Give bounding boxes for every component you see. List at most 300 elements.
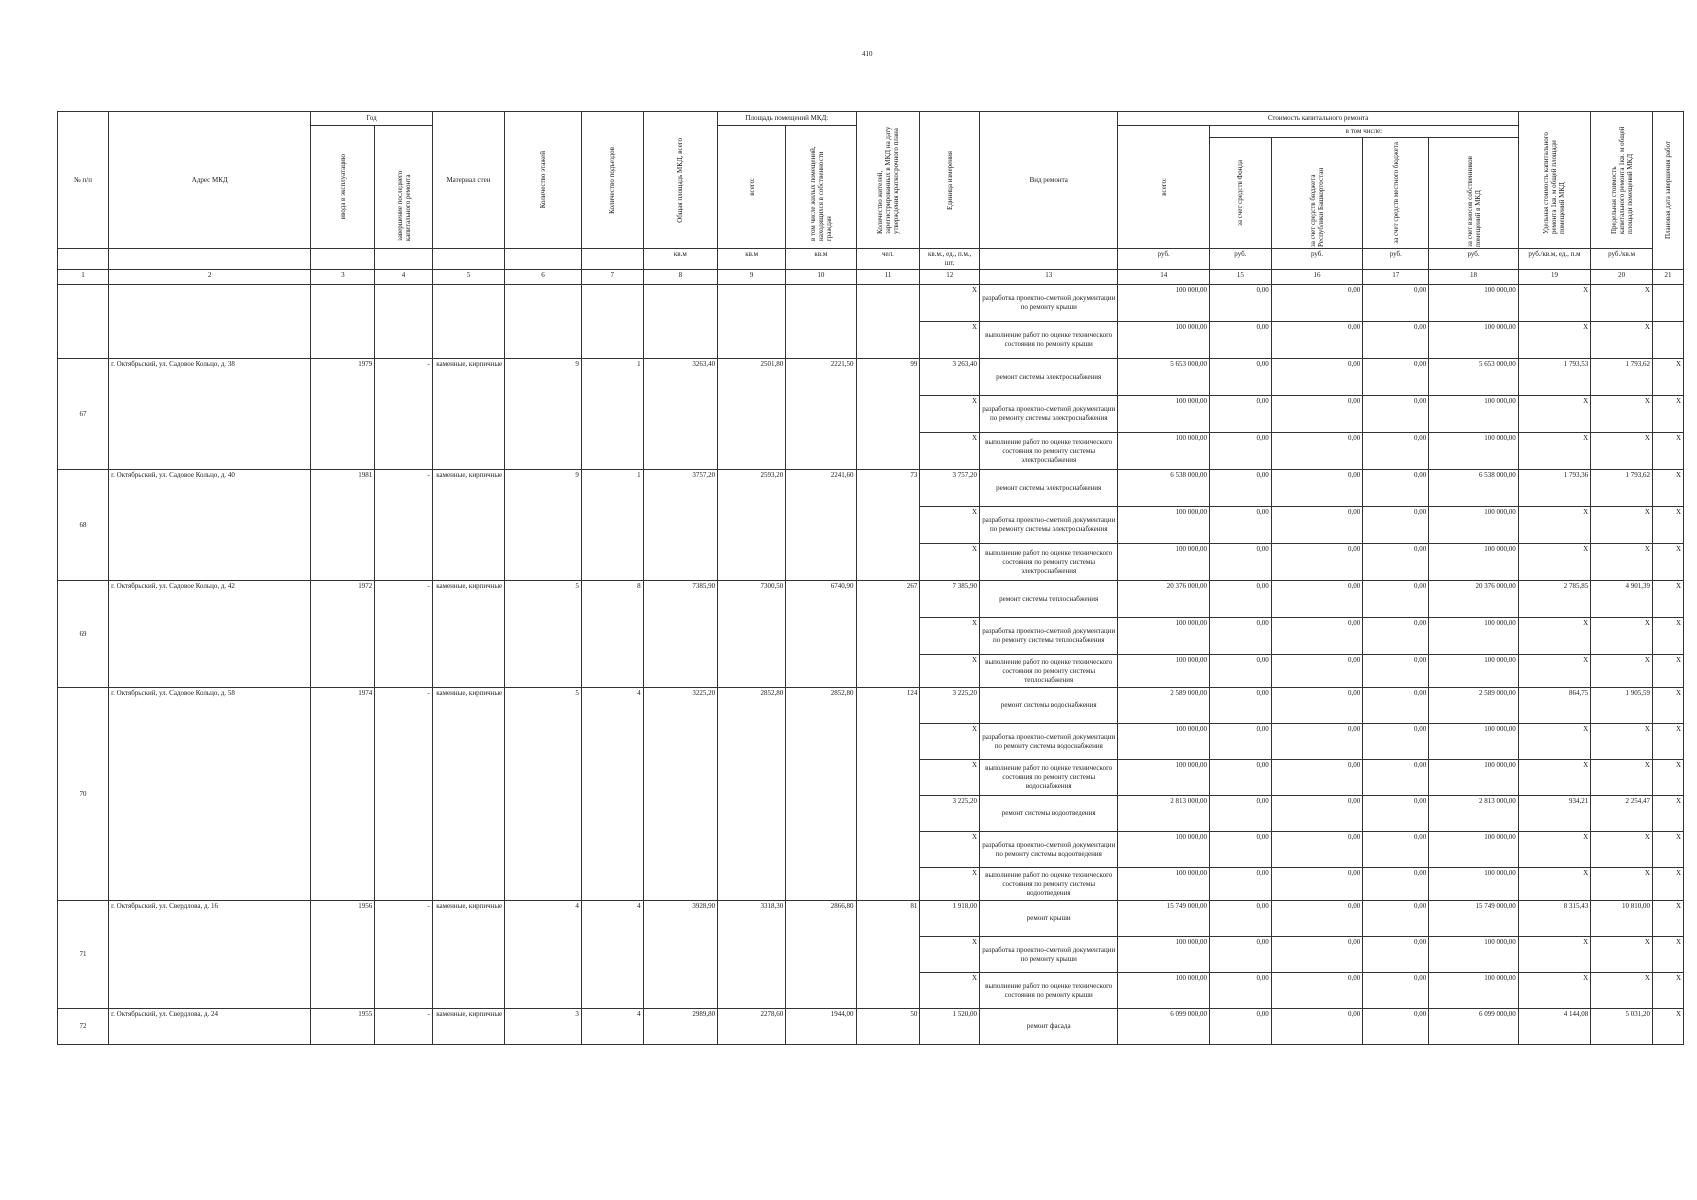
table-row [58,581,1684,618]
row-unit-cost: X [1518,832,1590,868]
row-cost-local: 0,00 [1363,285,1429,322]
row-cost-local: 0,00 [1363,973,1429,1009]
unit-rub-local: руб. [1363,249,1429,270]
row-cost-owners: 15 749 000,00 [1429,901,1519,937]
column-number: 20 [1591,270,1653,285]
row-cost-fund: 0,00 [1209,507,1271,544]
row-plan-date: X [1652,581,1683,618]
row-cost-local: 0,00 [1363,507,1429,544]
row-cost-owners: 20 376 000,00 [1429,581,1519,618]
row-material: каменные, кирпичные [432,1009,504,1045]
row-cost-owners: 100 000,00 [1429,507,1519,544]
row-cost-total: 100 000,00 [1118,655,1210,688]
row-repair-type: разработка проектно-сметной документации по ремонту системы водоснабжения [980,724,1118,760]
row-premises-area: 3318,30 [718,901,786,1009]
row-max-cost: X [1591,618,1653,655]
unit-people: чел. [856,249,920,270]
row-last-repair: - [375,1009,433,1045]
row-material: каменные, кирпичные [432,470,504,581]
row-cost-republic: 0,00 [1271,901,1363,937]
row-repair-type: ремонт крыши [980,901,1118,937]
repair-plan-table [57,111,1684,1045]
row-cost-total: 100 000,00 [1118,544,1210,581]
table-row [58,688,1684,724]
row-plan-date: X [1652,544,1683,581]
row-max-cost: 4 901,39 [1591,581,1653,618]
column-number: 14 [1118,270,1210,285]
row-max-cost: 10 810,00 [1591,901,1653,937]
column-number: 13 [980,270,1118,285]
row-unit: 3 263,40 [920,359,980,396]
row-unit-cost: X [1518,322,1590,359]
row-address: г. Октябрьский, ул. Садовое Кольцо, д. 40 [109,470,311,581]
row-repair-type: разработка проектно-сметной документации по ремонту крыши [980,285,1118,322]
row-num: 69 [58,581,109,688]
row-entrances: 4 [581,1009,643,1045]
row-cost-fund: 0,00 [1209,760,1271,796]
row-cost-fund: 0,00 [1209,901,1271,937]
row-num: 70 [58,688,109,901]
row-max-cost: X [1591,724,1653,760]
row-address: г. Октябрьский, ул. Садовое Кольцо, д. 58 [109,688,311,901]
row-cost-owners: 5 653 000,00 [1429,359,1519,396]
row-cost-fund: 0,00 [1209,973,1271,1009]
header-year-last-repair: завершение последнего капитального ремонта [375,126,433,249]
row-cost-republic: 0,00 [1271,973,1363,1009]
header-max-cost: Предельная стоимость капитального ремонта 1кв. м общей площади помещений МКД [1591,112,1653,249]
column-number: 4 [375,270,433,285]
row-unit: 3 757,20 [920,470,980,507]
row-plan-date: X [1652,359,1683,396]
header-unit: Единица измерения [920,112,980,249]
row-cost-fund: 0,00 [1209,796,1271,832]
row-unit-cost: 934,21 [1518,796,1590,832]
row-cost-fund: 0,00 [1209,868,1271,901]
row-repair-type: выполнение работ по оценке технического состояния по ремонту крыши [980,973,1118,1009]
row-unit: X [920,973,980,1009]
row-cost-local: 0,00 [1363,433,1429,470]
row-plan-date [1652,322,1683,359]
row-cost-republic: 0,00 [1271,322,1363,359]
row-unit-cost: 1 793,53 [1518,359,1590,396]
header-address: Адрес МКД [109,112,311,249]
header-entrances: Количество подъездов [581,112,643,249]
row-repair-type: разработка проектно-сметной документации по ремонту системы водоотведения [980,832,1118,868]
row-plan-date: X [1652,937,1683,973]
row-max-cost: X [1591,973,1653,1009]
row-cost-owners: 100 000,00 [1429,937,1519,973]
header-repair-type: Вид ремонта [980,112,1118,249]
row-premises-area: 2501,80 [718,359,786,470]
row-num: 72 [58,1009,109,1045]
row-max-cost: X [1591,285,1653,322]
header-year-group: Год [311,112,432,126]
row-cost-republic: 0,00 [1271,470,1363,507]
row-cost-local: 0,00 [1363,1009,1429,1045]
row-unit: X [920,868,980,901]
row-plan-date: X [1652,433,1683,470]
row-cost-republic: 0,00 [1271,507,1363,544]
row-max-cost: 1 793,62 [1591,359,1653,396]
row-cost-total: 100 000,00 [1118,724,1210,760]
column-number: 17 [1363,270,1429,285]
row-year: 1974 [311,688,375,901]
row-address: г. Октябрьский, ул. Садовое Кольцо, д. 38 [109,359,311,470]
row-premises-area: 2593,20 [718,470,786,581]
row-cost-owners: 100 000,00 [1429,433,1519,470]
row-cost-local: 0,00 [1363,581,1429,618]
row-cost-local: 0,00 [1363,470,1429,507]
column-number: 8 [643,270,718,285]
row-cost-total: 20 376 000,00 [1118,581,1210,618]
row-plan-date: X [1652,760,1683,796]
row-repair-type: выполнение работ по оценке технического состояния по ремонту системы теплоснабжения [980,655,1118,688]
row-cost-republic: 0,00 [1271,1009,1363,1045]
row-plan-date: X [1652,832,1683,868]
row-cost-local: 0,00 [1363,832,1429,868]
header-cost-local: за счет средств местного бюджета [1363,138,1429,249]
row-cost-republic: 0,00 [1271,359,1363,396]
row-plan-date: X [1652,655,1683,688]
row-material: каменные, кирпичные [432,901,504,1009]
header-residents: Количество жителей, зарегистрированных в МКД на дату утверждения краткосрочного плана [856,112,920,249]
row-cost-owners: 100 000,00 [1429,973,1519,1009]
column-number: 21 [1652,270,1683,285]
row-repair-type: выполнение работ по оценке технического состояния по ремонту системы электроснабжения [980,544,1118,581]
row-unit: 1 520,00 [920,1009,980,1045]
row-unit-cost: X [1518,655,1590,688]
row-cost-fund: 0,00 [1209,470,1271,507]
header-cost-fund: за счет средств Фонда [1209,138,1271,249]
row-unit: X [920,724,980,760]
row-repair-type: разработка проектно-сметной документации по ремонту системы электроснабжения [980,507,1118,544]
row-cost-total: 100 000,00 [1118,322,1210,359]
row-cost-fund: 0,00 [1209,618,1271,655]
row-cost-total: 100 000,00 [1118,285,1210,322]
row-living-area: 2866,80 [786,901,856,1009]
column-numbers-row [58,270,1684,285]
row-max-cost: 1 793,62 [1591,470,1653,507]
row-cost-fund: 0,00 [1209,688,1271,724]
row-max-cost: X [1591,544,1653,581]
row-entrances: 1 [581,470,643,581]
table-body [58,285,1684,1045]
row-cost-local: 0,00 [1363,618,1429,655]
row-cost-republic: 0,00 [1271,618,1363,655]
row-cost-owners: 100 000,00 [1429,760,1519,796]
row-plan-date: X [1652,470,1683,507]
row-plan-date: X [1652,618,1683,655]
row-living-area: 6740,90 [786,581,856,688]
row-living-area: 2852,80 [786,688,856,901]
row-cost-owners: 6 538 000,00 [1429,470,1519,507]
row-unit: X [920,544,980,581]
row-residents: 267 [856,581,920,688]
table-row [58,359,1684,396]
row-cost-fund: 0,00 [1209,396,1271,433]
header-premises-area-included: в том числе жилых помещений, находящихся в собственности граждан [786,126,856,249]
row-material: каменные, кирпичные [432,359,504,470]
row-last-repair: - [375,581,433,688]
row-plan-date: X [1652,507,1683,544]
row-cost-republic: 0,00 [1271,655,1363,688]
row-cost-total: 100 000,00 [1118,618,1210,655]
row-cost-local: 0,00 [1363,901,1429,937]
unit-rub-per-sqm: руб./кв.м [1591,249,1653,270]
row-cost-local: 0,00 [1363,396,1429,433]
row-cost-owners: 100 000,00 [1429,832,1519,868]
row-entrances: 8 [581,581,643,688]
header-year-commission: ввода в эксплуатацию [311,126,375,249]
unit-rub-fund: руб. [1209,249,1271,270]
header-cost-group: Стоимость капитального ремонта [1118,112,1518,126]
row-residents: 73 [856,470,920,581]
column-number: 1 [58,270,109,285]
row-cost-owners: 100 000,00 [1429,396,1519,433]
row-total-area: 2989,80 [643,1009,718,1045]
row-max-cost: X [1591,655,1653,688]
row-last-repair: - [375,359,433,470]
row-cost-republic: 0,00 [1271,796,1363,832]
row-residents: 50 [856,1009,920,1045]
row-entrances: 4 [581,688,643,901]
row-living-area: 1944,00 [786,1009,856,1045]
row-floors: 4 [505,901,582,1009]
row-cost-owners: 2 589 000,00 [1429,688,1519,724]
row-cost-republic: 0,00 [1271,868,1363,901]
row-cost-republic: 0,00 [1271,724,1363,760]
row-unit: X [920,832,980,868]
row-repair-type: выполнение работ по оценке технического состояния по ремонту системы водоотведения [980,868,1118,901]
row-unit: X [920,396,980,433]
row-cost-total: 100 000,00 [1118,937,1210,973]
row-unit: X [920,937,980,973]
row-cost-fund: 0,00 [1209,322,1271,359]
row-premises-area: 2852,80 [718,688,786,901]
unit-rub-total: руб. [1118,249,1210,270]
row-cost-local: 0,00 [1363,688,1429,724]
header-incl: в том числе: [1209,126,1518,138]
header-total-area: Общая площадь МКД, всего [643,112,718,249]
header-premises-area-group: Площадь помещений МКД: [718,112,856,126]
header-plan-date: Плановая дата завершения работ [1652,112,1683,270]
header-cost-republic: за счет средств бюджета Республики Башкортостан [1271,138,1363,249]
row-cost-local: 0,00 [1363,760,1429,796]
row-cost-total: 2 813 000,00 [1118,796,1210,832]
row-premises-area: 2278,60 [718,1009,786,1045]
row-repair-type: ремонт системы электроснабжения [980,359,1118,396]
row-material: каменные, кирпичные [432,688,504,901]
row-plan-date: X [1652,724,1683,760]
row-unit: X [920,433,980,470]
row-cost-local: 0,00 [1363,868,1429,901]
unit-rub-owners: руб. [1429,249,1519,270]
row-material: каменные, кирпичные [432,581,504,688]
table-row [58,1009,1684,1045]
column-number: 12 [920,270,980,285]
row-unit-cost: X [1518,724,1590,760]
row-repair-type: разработка проектно-сметной документации по ремонту крыши [980,937,1118,973]
row-cost-owners: 100 000,00 [1429,322,1519,359]
row-max-cost: 2 254,47 [1591,796,1653,832]
unit-area-total: кв.м [643,249,718,270]
row-cost-fund: 0,00 [1209,937,1271,973]
row-cost-total: 2 589 000,00 [1118,688,1210,724]
header-premises-area-total: всего: [718,126,786,249]
row-unit-cost: X [1518,544,1590,581]
header-wall-material: Материал стен [432,112,504,249]
row-unit-cost: 864,75 [1518,688,1590,724]
row-living-area: 2221,50 [786,359,856,470]
row-plan-date: X [1652,688,1683,724]
column-number: 3 [311,270,375,285]
row-unit-cost: X [1518,507,1590,544]
row-max-cost: X [1591,937,1653,973]
row-max-cost: X [1591,433,1653,470]
row-cost-total: 100 000,00 [1118,396,1210,433]
row-unit-cost: X [1518,868,1590,901]
row-unit-cost: X [1518,760,1590,796]
row-cost-fund: 0,00 [1209,433,1271,470]
row-repair-type: ремонт системы водоотведения [980,796,1118,832]
row-cost-owners: 100 000,00 [1429,285,1519,322]
row-cost-republic: 0,00 [1271,581,1363,618]
row-num: 71 [58,901,109,1009]
row-cost-owners: 2 813 000,00 [1429,796,1519,832]
row-plan-date: X [1652,901,1683,937]
row-unit: X [920,618,980,655]
column-number: 7 [581,270,643,285]
row-year: 1979 [311,359,375,470]
row-cost-fund: 0,00 [1209,581,1271,618]
row-cost-republic: 0,00 [1271,937,1363,973]
row-cost-total: 6 099 000,00 [1118,1009,1210,1045]
row-year: 1972 [311,581,375,688]
column-number: 2 [109,270,311,285]
unit-rub-republic: руб. [1271,249,1363,270]
header-num: № п/п [58,112,109,249]
row-repair-type: ремонт системы водоснабжения [980,688,1118,724]
row-plan-date: X [1652,1009,1683,1045]
row-cost-owners: 100 000,00 [1429,618,1519,655]
row-unit-cost: 1 793,36 [1518,470,1590,507]
row-num: 67 [58,359,109,470]
row-repair-type: ремонт фасада [980,1009,1118,1045]
row-max-cost: X [1591,832,1653,868]
row-repair-type: разработка проектно-сметной документации по ремонту системы электроснабжения [980,396,1118,433]
row-cost-total: 100 000,00 [1118,433,1210,470]
row-unit: X [920,507,980,544]
row-unit: X [920,655,980,688]
row-repair-type: ремонт системы электроснабжения [980,470,1118,507]
row-unit: 3 225,20 [920,688,980,724]
row-unit-cost: 8 315,43 [1518,901,1590,937]
table-row [58,901,1684,937]
row-cost-owners: 6 099 000,00 [1429,1009,1519,1045]
row-unit-cost: 4 144,08 [1518,1009,1590,1045]
row-cost-fund: 0,00 [1209,655,1271,688]
row-unit: X [920,285,980,322]
row-max-cost: 5 031,20 [1591,1009,1653,1045]
row-unit: 3 225,20 [920,796,980,832]
row-cost-total: 100 000,00 [1118,832,1210,868]
row-unit: X [920,760,980,796]
row-max-cost: X [1591,760,1653,796]
table-row [58,285,1684,322]
row-plan-date: X [1652,868,1683,901]
row-cost-fund: 0,00 [1209,724,1271,760]
column-number: 10 [786,270,856,285]
row-cost-republic: 0,00 [1271,285,1363,322]
row-cost-fund: 0,00 [1209,1009,1271,1045]
unit-area-living: кв.м [786,249,856,270]
row-cost-owners: 100 000,00 [1429,724,1519,760]
row-cost-total: 15 749 000,00 [1118,901,1210,937]
row-address: г. Октябрьский, ул. Свердлова, д. 24 [109,1009,311,1045]
row-residents: 99 [856,359,920,470]
unit-area-premises: кв.м [718,249,786,270]
row-cost-owners: 100 000,00 [1429,655,1519,688]
row-residents: 81 [856,901,920,1009]
row-cost-owners: 100 000,00 [1429,544,1519,581]
row-repair-type: выполнение работ по оценке технического состояния по ремонту системы водоснабжения [980,760,1118,796]
row-cost-republic: 0,00 [1271,688,1363,724]
row-cost-total: 100 000,00 [1118,760,1210,796]
row-floors: 9 [505,359,582,470]
row-unit: 1 918,00 [920,901,980,937]
row-year: 1956 [311,901,375,1009]
row-cost-owners: 100 000,00 [1429,868,1519,901]
row-cost-fund: 0,00 [1209,832,1271,868]
row-total-area: 7385,90 [643,581,718,688]
row-address: г. Октябрьский, ул. Свердлова, д. 16 [109,901,311,1009]
row-repair-type: выполнение работ по оценке технического состояния по ремонту крыши [980,322,1118,359]
row-cost-total: 100 000,00 [1118,868,1210,901]
row-cost-fund: 0,00 [1209,285,1271,322]
row-residents: 124 [856,688,920,901]
row-cost-republic: 0,00 [1271,760,1363,796]
row-max-cost: X [1591,507,1653,544]
row-cost-total: 100 000,00 [1118,507,1210,544]
row-plan-date: X [1652,796,1683,832]
row-unit: 7 385,90 [920,581,980,618]
row-unit-cost: X [1518,285,1590,322]
column-number: 16 [1271,270,1363,285]
row-repair-type: ремонт системы теплоснабжения [980,581,1118,618]
row-cost-local: 0,00 [1363,796,1429,832]
row-num: 68 [58,470,109,581]
row-cost-total: 100 000,00 [1118,973,1210,1009]
row-cost-local: 0,00 [1363,359,1429,396]
column-number: 18 [1429,270,1519,285]
row-entrances: 4 [581,901,643,1009]
row-unit-cost: X [1518,618,1590,655]
row-last-repair: - [375,470,433,581]
column-number: 6 [505,270,582,285]
row-total-area: 3225,20 [643,688,718,901]
column-number: 15 [1209,270,1271,285]
unit-measure: кв.м., ед., п.м., шт. [920,249,980,270]
header-cost-owners: за счет взносов собственников помещений в МКД [1429,138,1519,249]
row-max-cost: X [1591,322,1653,359]
header-floors: Количество этажей [505,112,582,249]
row-entrances: 1 [581,359,643,470]
row-floors: 5 [505,581,582,688]
column-number: 5 [432,270,504,285]
row-unit-cost: X [1518,973,1590,1009]
row-unit-cost: X [1518,396,1590,433]
column-number: 9 [718,270,786,285]
